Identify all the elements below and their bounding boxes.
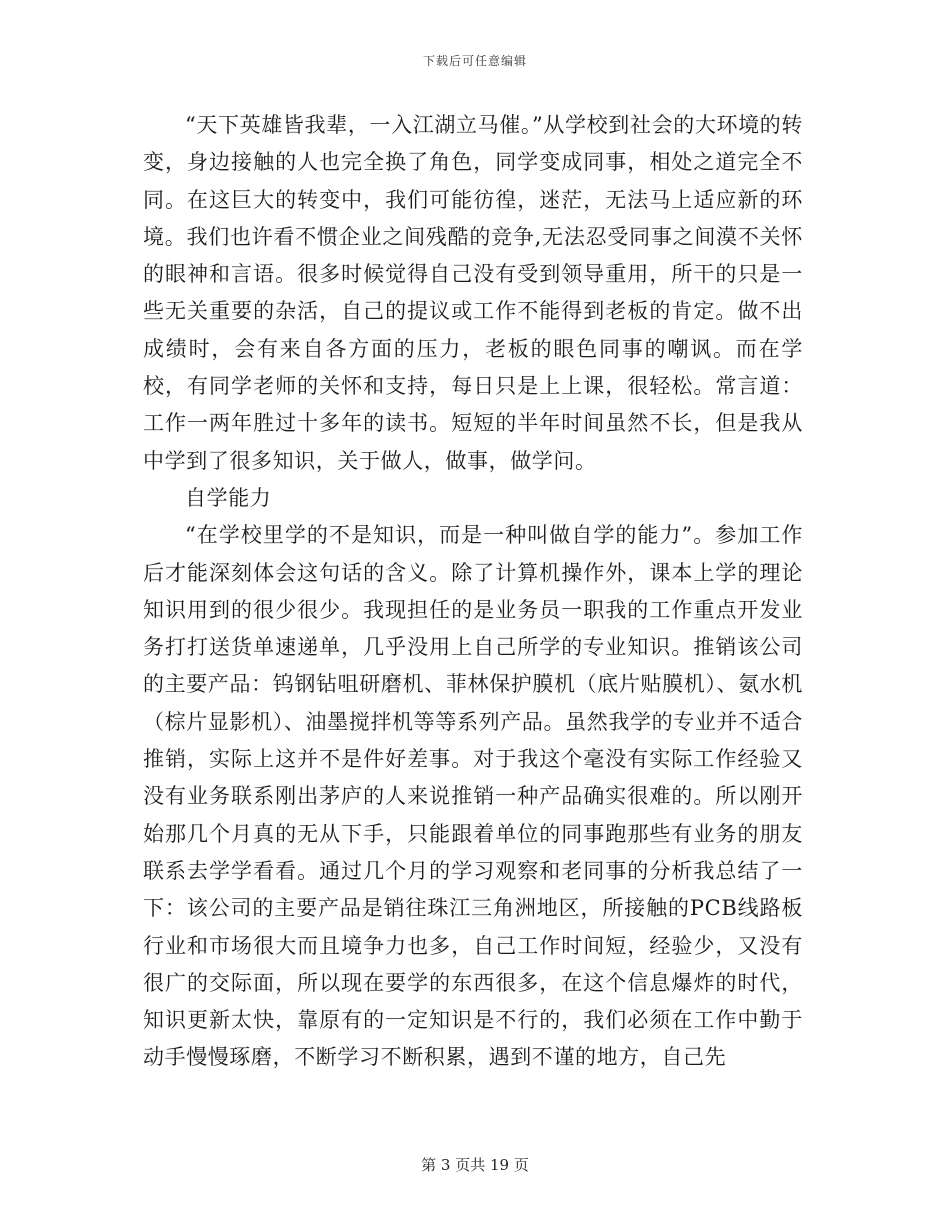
paragraph-self-learning: “在学校里学的不是知识，而是一种叫做自学的能力”。参加工作后才能深刻体会这句话的含义。除了计算机操作外，课本上学的理论知识用到的很少很少。我现担任的是业务员一职我的工作重点开发业务打打送货单速递单，几乎没用上自己所学的专业知识。推销该公司的主要产品：钨钢钻咀研磨机、菲林保护膜机（底片贴膜机）、氨水机（棕片显影机）、油墨搅拌机等等系列产品。虽然我学的专业并不适合推销，实际上这并不是件好差事。对于我这个毫没有实际工作经验又没有业务联系刚出茅庐的人来说推销一种产品确实很难的。所以刚开始那几个月真的无从下手，只能跟着单位的同事跑那些有业务的朋友联系去学学看看。通过几个月的学习观察和老同事的分析我总结了一下：该公司的主要产品是销往珠江三角洲地区，所接触的PCB线路板行业和市场很大而且境争力也多，自己工作时间短，经验少，又没有很广的交际面，所以现在要学的东西很多，在这个信息爆炸的时代，知识更新太快，靠原有的一定知识是不行的，我们必须在工作中勤于动手慢慢琢磨，不断学习不断积累，遇到不谨的地方，自己先: [143, 523, 803, 1070]
paragraph-intro: “天下英雄皆我辈，一入江湖立马催。”从学校到社会的大环境的转变，身边接触的人也完全换了角色，同学变成同事，相处之道完全不同。在这巨大的转变中，我们可能彷徨，迷茫，无法马上适应新的环境。我们也许看不惯企业之间残酷的竞争,无法忍受同事之间漠不关怀的眼神和言语。很多时候觉得自己没有受到领导重用，所干的只是一些无关重要的杂活，自己的提议或工作不能得到老板的肯定。做不出成绩时，会有来自各方面的压力，老板的眼色同事的嘲讽。而在学校，有同学老师的关怀和支持，每日只是上上课，很轻松。常言道：工作一两年胜过十多年的读书。短短的半年时间虽然不长，但是我从中学到了很多知识，关于做人，做事，做学问。: [143, 113, 803, 473]
document-body: [143, 107, 803, 1077]
section-heading-self-learning: 自学能力: [185, 485, 272, 510]
page-header: 下载后可任意编辑: [422, 54, 527, 68]
page-number: 第 3 页共 19 页: [421, 1156, 529, 1174]
